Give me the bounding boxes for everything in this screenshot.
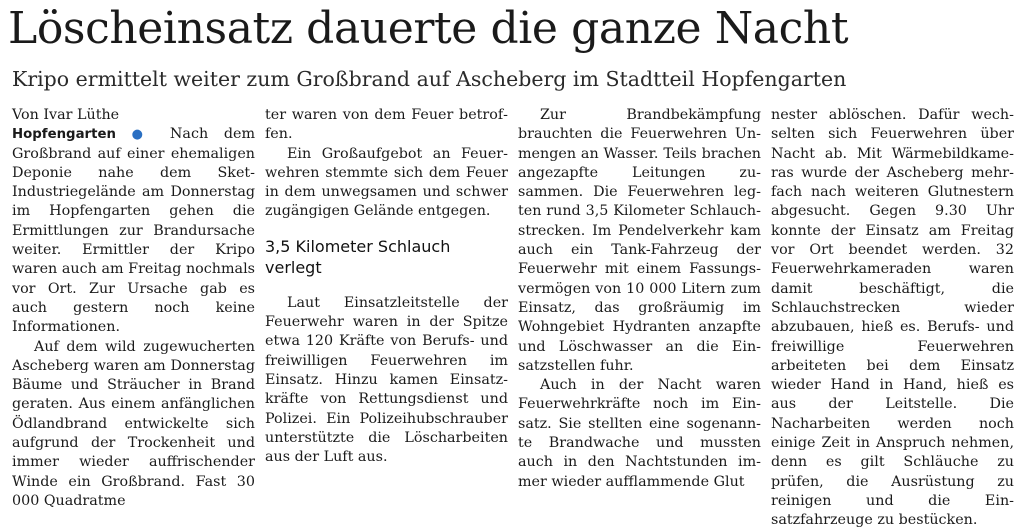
dateline: Hopfengarten bbox=[12, 127, 116, 143]
bullet-icon: ● bbox=[131, 127, 155, 143]
paragraph: Auch in der Nacht waren Feuerwehrkräfte noch im Einsatz. Sie stellten eine sogenannte Brandwache und mussten auch in den Nachtstunden immer wieder aufflammende Glut bbox=[518, 377, 761, 490]
section-subtitle: 3,5 Kilometer Schlauch verlegt bbox=[265, 236, 451, 277]
lead-paragraph bbox=[12, 125, 255, 337]
paragraph: ter waren von dem Feuer betroffen. bbox=[265, 107, 508, 143]
column-2 bbox=[265, 106, 508, 521]
paragraph: Laut Einsatzleitstelle der Feuerwehr waren in der Spitze etwa 120 Kräfte von Berufs- und freiwilligen Feuerwehren im Einsatz. Hinzu kamen Einsatzkräfte von Rettungsdienst und Polizei. Ein Polizeihubschrauber unterstützte die Löscharbeiten aus der Luft aus. bbox=[265, 294, 508, 466]
paragraph: Auf dem wild zugewucherten Ascheberg waren am Donnerstag Bäume und Sträucher in Brand geraten. Aus einem anfänglichen Ödlandbrand entwickelte sich aufgrund der Trockenheit und immer wieder auffrischender Winde ein Großbrand. Fast 30 000 Quadratme bbox=[12, 338, 255, 509]
column-1 bbox=[12, 106, 255, 521]
paragraph: nester ablöschen. Dafür wechselten sich Feuerwehren über Nacht ab. Mit Wärmebildkameras wurde der Ascheberg mehrfach nach weiteren Glutnestern abgesucht. Gegen 9.30 Uhr konnte der Einsatz am Freitag vor Ort beendet werden. 32 Feuerwehrkameraden waren damit beschäftigt, die Schlauchstrecken wieder abzubauen, hieß es. Berufs- und freiwillige Feuerwehren arbeiteten bei dem Einsatz wieder Hand in Hand, hieß es aus der Leitstelle. Die Nacharbeiten werden noch einige Zeit in Anspruch nehmen, denn es gilt Schläuche zu prüfen, die Ausrüstung zu reinigen und die Einsatzfahrzeuge zu bestücken. bbox=[771, 107, 1014, 529]
byline: Von Ivar Lüthe bbox=[12, 107, 120, 123]
paragraph: Zur Brandbekämpfung brauchten die Feuerwehren Unmengen an Wasser. Teils brachen angezapfte Leitungen zusammen. Die Feuerwehren legten rund 3,5 Kilometer Schlauchstrecken. Im Pendelverkehr kam auch ein Tank-Fahrzeug der Feuerwehr mit einem Fassungsvermögen von 10 000 Litern zum Einsatz, das großräumig im Wohngebiet Hydranten anzapfte und Löschwasser an die Einsatzstellen fuhr. bbox=[518, 107, 761, 374]
column-3 bbox=[518, 106, 761, 521]
paragraph-text: Nach dem Großbrand auf einer ehemaligen Deponie nahe dem Sket-Industriegelände am Donnerstag im Hopfengarten gehen die Ermittlungen zur Brandursache weiter. Ermittler der Kripo waren auch am Freitag nochmals vor Ort. Zur Ursache gab es auch gestern noch keine Informationen. bbox=[12, 126, 256, 336]
subheadline: Kripo ermittelt weiter zum Großbrand auf Ascheberg im Stadtteil Hopfengarten bbox=[12, 67, 847, 91]
article-body bbox=[12, 106, 1014, 529]
paragraph: Ein Großaufgebot an Feuerwehren stemmte sich dem Feuer in dem unwegsamen und schwer zugängigen Gelände entgegen. bbox=[265, 145, 508, 220]
headline: Löscheinsatz dauerte die ganze Nacht bbox=[8, 3, 849, 54]
column-4 bbox=[771, 106, 1014, 529]
